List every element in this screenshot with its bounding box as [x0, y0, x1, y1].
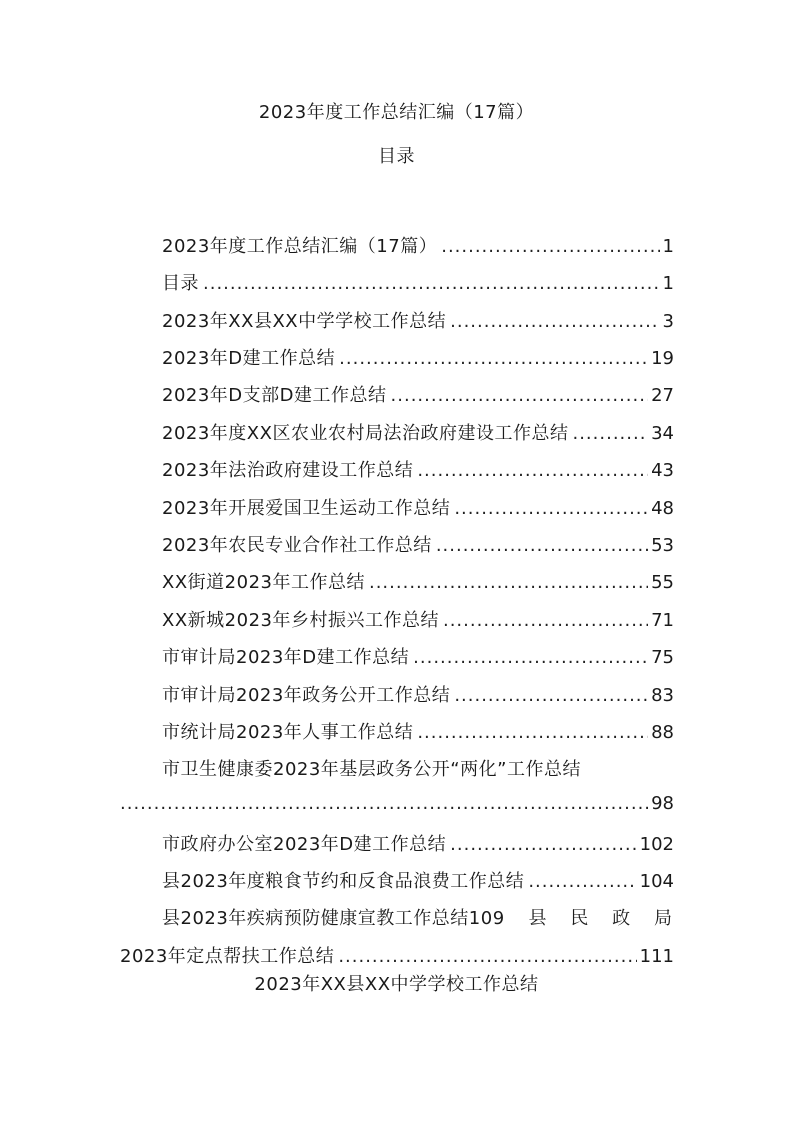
- toc-leader-dots: [417, 460, 648, 481]
- toc-leader-dots: [436, 535, 648, 556]
- toc-entry-title: 2023年度XX区农业农村局法治政府建设工作总结: [162, 423, 569, 444]
- toc-entry-title-fragment: 民: [570, 908, 589, 929]
- toc-entry-page: 75: [651, 647, 674, 668]
- toc-leader-dots: [528, 871, 636, 892]
- toc-entry-page: 88: [651, 722, 674, 743]
- toc-entry-page: 19: [651, 348, 674, 369]
- toc-leader-dots: [338, 946, 636, 967]
- toc-entry[interactable]: [162, 718, 674, 746]
- toc-leader-dots: [369, 572, 648, 593]
- toc-entry-title: 2023年农民专业合作社工作总结: [162, 535, 432, 556]
- toc-leader-dots: [450, 311, 659, 332]
- toc-leader-dots: [450, 834, 636, 855]
- toc-entry-title: 目录: [162, 273, 199, 294]
- toc-entry[interactable]: [162, 494, 674, 522]
- toc-entry[interactable]: [162, 568, 674, 596]
- toc-entry-title: 县2023年度粮食节约和反食品浪费工作总结: [162, 871, 525, 892]
- toc-leader-dots: [441, 236, 659, 257]
- toc-leader-dots: [391, 385, 649, 406]
- toc-entry-title: 2023年定点帮扶工作总结: [120, 946, 335, 967]
- toc-leader-dots: [203, 273, 660, 294]
- toc-entry[interactable]: [162, 344, 674, 372]
- toc-entry[interactable]: [162, 232, 674, 260]
- toc-entry-page: 27: [651, 385, 674, 406]
- toc-entry[interactable]: [162, 606, 674, 634]
- toc-entry-title: 2023年度工作总结汇编（17篇）: [162, 236, 438, 257]
- toc-entry-page: 53: [651, 535, 674, 556]
- toc-entry-page: 98: [651, 793, 674, 814]
- toc-entry[interactable]: [162, 307, 674, 335]
- toc-entry-page: 48: [651, 498, 674, 519]
- toc-entry-page: 83: [651, 685, 674, 706]
- toc-entry-title: 2023年法治政府建设工作总结: [162, 460, 414, 481]
- toc-leader-dots: [339, 348, 648, 369]
- toc-leader-dots: [443, 610, 648, 631]
- toc-entry-page: 3: [662, 311, 674, 332]
- toc-entry-page: 34: [651, 423, 674, 444]
- toc-entry-title: 2023年XX县XX中学学校工作总结: [162, 311, 447, 332]
- toc-leader-dots: [120, 793, 648, 814]
- toc-entry[interactable]: [162, 419, 674, 447]
- toc-entry-title: 市审计局2023年D建工作总结: [162, 647, 410, 668]
- toc-entry-page: 71: [651, 610, 674, 631]
- toc-leader-dots: [454, 685, 648, 706]
- toc-entry[interactable]: [162, 531, 674, 559]
- toc-entry-title: 市审计局2023年政务公开工作总结: [162, 685, 451, 706]
- toc-entry-title: 市政府办公室2023年D建工作总结: [162, 834, 447, 855]
- toc-entry[interactable]: [120, 942, 674, 970]
- toc-entry-page: 1: [662, 273, 674, 294]
- toc-entry-title-fragment: 局: [653, 908, 672, 929]
- toc-entry-page: 1: [662, 236, 674, 257]
- toc-entry-title-fragment: 政: [612, 908, 631, 929]
- toc-entry[interactable]: [162, 381, 674, 409]
- toc-entry[interactable]: [162, 681, 674, 709]
- toc-entry-title: 2023年开展爱国卫生运动工作总结: [162, 498, 451, 519]
- toc-entry-title: XX新城2023年乡村振兴工作总结: [162, 610, 439, 631]
- toc-leader-dots: [413, 647, 648, 668]
- document-title: 2023年度工作总结汇编（17篇）: [258, 102, 535, 123]
- toc-entry-title: 2023年D支部D建工作总结: [162, 385, 387, 406]
- toc-entry-wrapped-title[interactable]: 市卫生健康委2023年基层政务公开“两化”工作总结: [162, 759, 581, 780]
- toc-entry-title-fragment: 县: [528, 908, 547, 929]
- toc-entry[interactable]: [162, 867, 674, 895]
- toc-entry[interactable]: [162, 456, 674, 484]
- toc-entry-runon[interactable]: [162, 904, 672, 932]
- toc-entry-title: 2023年D建工作总结: [162, 348, 336, 369]
- toc-entry-title: 市统计局2023年人事工作总结: [162, 722, 414, 743]
- toc-entry-title: XX街道2023年工作总结: [162, 572, 365, 593]
- toc-entry-title: 县2023年疾病预防健康宣教工作总结109: [162, 908, 505, 929]
- section-heading: 2023年XX县XX中学学校工作总结: [254, 974, 539, 995]
- toc-leader-dots: [417, 722, 648, 743]
- toc-entry-page: 104: [639, 871, 674, 892]
- toc-entry[interactable]: [162, 643, 674, 671]
- toc-entry-page: 111: [639, 946, 674, 967]
- toc-entry-page: 55: [651, 572, 674, 593]
- toc-entry-continuation[interactable]: [120, 793, 674, 821]
- toc-entry[interactable]: [162, 269, 674, 297]
- toc-entry[interactable]: [162, 830, 674, 858]
- toc-heading: 目录: [378, 146, 415, 167]
- toc-entry-page: 43: [651, 460, 674, 481]
- toc-leader-dots: [454, 498, 648, 519]
- toc-entry-page: 102: [639, 834, 674, 855]
- toc-leader-dots: [572, 423, 648, 444]
